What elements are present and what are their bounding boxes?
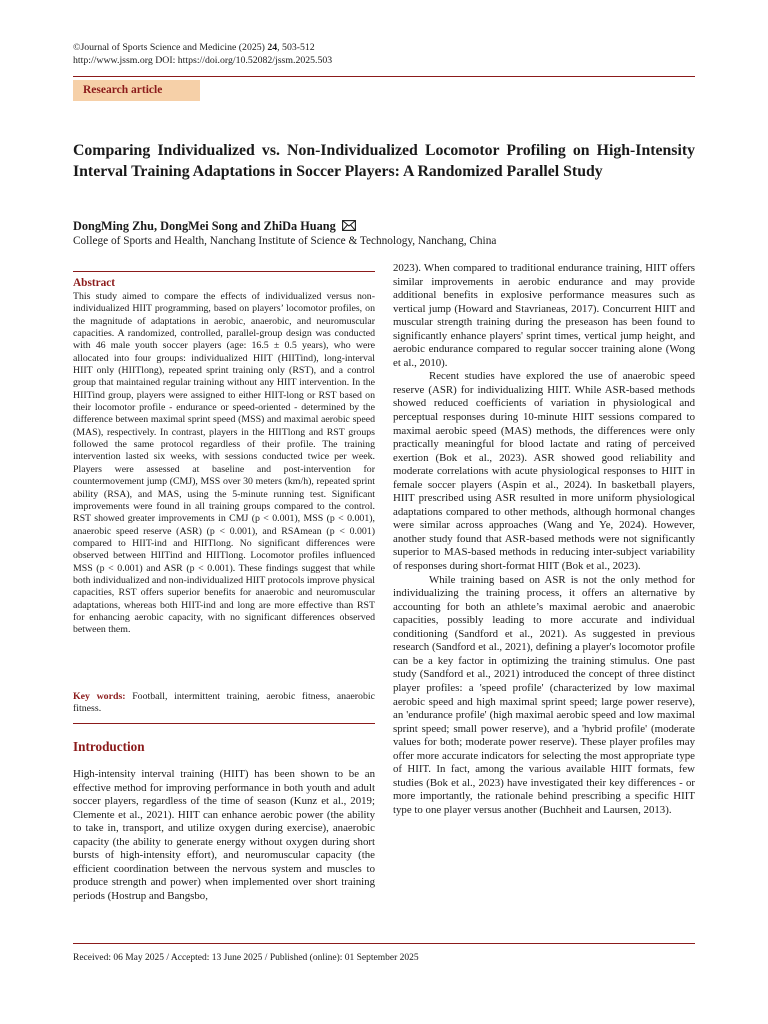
keywords [73, 691, 375, 716]
header-divider [73, 76, 695, 77]
right-paragraph-2: Recent studies have explored the use of anaerobic speed reserve (ASR) for individualizing HIIT. While ASR-based methods showed reduced coefficients of variation in physiological and perceptual responses during 10-minute HIIT sessions compared to maximal aerobic speed (MAS) methods, the differences were only practically meaningful for blood lactate and rating of perceived exertion (Bok et al., 2023). ASR showed good reliability and moderate correlations with acute physiological responses to HIIT in female soccer players (Aspin et al., 2024). In basketball players, HIIT prescribed using ASR resulted in more uniform physiological adaptations compared to other methods, although hormonal changes were similar across approaches (Wang and Ye, 2024). However, another study found that ASR-based methods were not significantly superior to MAS-based methods in reducing inter-subject variability of responses during short-format HIIT (Bok et al., 2023). [393, 370, 695, 573]
envelope-icon[interactable] [342, 220, 356, 235]
author-list [73, 219, 356, 235]
article-title: Comparing Individualized vs. Non-Individualized Locomotor Profiling on High-Intensity Interval Training Adaptations in Soccer Players: A Randomized Parallel Study [73, 142, 695, 180]
introduction-paragraph: High-intensity interval training (HIIT) has been shown to be an effective method for improving performance in both youth and adult soccer players, regardless of the time of season (Kunz et al., 2019; Clemente et al., 2021). HIIT can enhance aerobic power (the ability to take in, transport, and utilize oxygen during exercise), anaerobic capacity (the ability to generate energy without oxygen during short bursts of high-intensity effort), and neuromuscular capacity (the efficient coordination between the nervous system and muscles to produce strength and power) when implemented over short training periods (Hostrup and Bangsbo, [73, 768, 375, 902]
journal-citation: ©Journal of Sports Science and Medicine (2025) 24, 503-512 [73, 42, 315, 53]
authors-text: DongMing Zhu, DongMei Song and ZhiDa Huang [73, 219, 336, 233]
introduction-heading: Introduction [73, 739, 145, 754]
journal-header [73, 42, 332, 67]
received-dates: Received: 06 May 2025 / Accepted: 13 June 2025 / Published (online): 01 September 2025 [73, 953, 419, 963]
abstract-bottom-divider [73, 723, 375, 724]
abstract-heading: Abstract [73, 277, 116, 289]
journal-url-doi[interactable]: http://www.jssm.org DOI: https://doi.org/10.52082/jssm.2025.503 [73, 54, 333, 66]
footer-divider [73, 943, 695, 944]
abstract-top-divider [73, 271, 375, 272]
article-type-badge: Research article [73, 80, 200, 101]
abstract-text: This study aimed to compare the effects of individualized versus non-individualized HIIT programming, based on players’ locomotor profiles, on the magnitude of adaptations in aerobic, anaerobic, and neuromuscular capacities. A randomized, controlled, parallel-group design was conducted with 46 male youth soccer players (age: 16.5 ± 0.5 years), who were allocated into four groups: individualized HIIT (HIITind), long-interval HIIT only (HIITlong), repeated sprint training only (RST), and a control group that maintained regular training without any HIIT intervention. In the HIITind group, players were assigned to either HIIT-long or RST based on their locomotor profile - endurance or speed-oriented - determined by the difference between maximal sprint speed (MSS) and maximal aerobic speed (MAS), respectively. In contrast, players in the HIITlong and RST groups followed the same protocol regardless of their profile. The training intervention lasted six weeks, with sessions conducted twice per week. Players were assessed at baseline and post-intervention for countermovement jump (CMJ), MSS over 30 meters (km/h), repeated sprint ability (RSA), and MAS, using the 5-minute running test. Significant improvements were found in all training groups compared to the control. RST showed greater improvements in CMJ (p < 0.001), MSS (p < 0.001), anaerobic speed reserve (ASR) (p < 0.001), and RSAmean (p < 0.001) compared to HIIT-ind and HIITlong. No significant differences were observed between HIITind and HIITlong. Locomotor profiles influenced MSS (p < 0.001) and ASR (p < 0.001). These findings suggest that while both individualized and non-individualized HIIT protocols improve physical capacities, RST offers superior benefits for anaerobic and neuromuscular adaptations, whereas both HIIT-ind and long are more effective than RST for enhancing aerobic capacity, with no significant differences observed between them. [73, 291, 375, 636]
right-column [393, 262, 695, 817]
keywords-label: Key words: [73, 691, 126, 702]
affiliation: College of Sports and Health, Nanchang Institute of Science & Technology, Nanchang, China [73, 235, 497, 247]
right-paragraph-3: While training based on ASR is not the only method for individualizing the training process, it offers an alternative by accounting for both an athlete’s maximal aerobic and anaerobic capacities, possibly leading to more accurate and individual conditioning (Sandford et al., 2021). As suggested in previous research (Sandford et al., 2021), defining a player's locomotor profile can be a key factor in optimizing the training stimulus. One past study (Sandford et al., 2021) introduced the concept of three distinct player profiles: a 'speed profile' (characterized by low maximal aerobic speed and high maximal sprint speed; large power reserve), an 'endurance profile' (high maximal aerobic speed and low maximal sprint speed; small power reserve), and a 'hybrid profile' (moderate values for both; moderate power reserve). These player profiles may offer more accurate indicators for selecting the most appropriate type of HIIT. In fact, among the various available HIIT formats, few studies (Bok et al., 2023) have investigated their key differences - or more importantly, the rationale behind prescribing a specific HIIT type to one player versus another (Buchheit and Laursen, 2013). [393, 573, 695, 816]
right-paragraph-1: 2023). When compared to traditional endurance training, HIIT offers similar improvements in aerobic endurance and may provide additional benefits in explosive performance measures such as vertical jump (Howard and Stavrianeas, 2017). Concurrent HIIT and muscular strength training during the preseason has been found to significantly enhance players' sprint times, vertical jump height, and aerobic endurance compared to regular soccer training alone (Wong et al., 2010). [393, 262, 695, 369]
keywords-text: Football, intermittent training, aerobic fitness, anaerobic fitness. [73, 691, 375, 715]
